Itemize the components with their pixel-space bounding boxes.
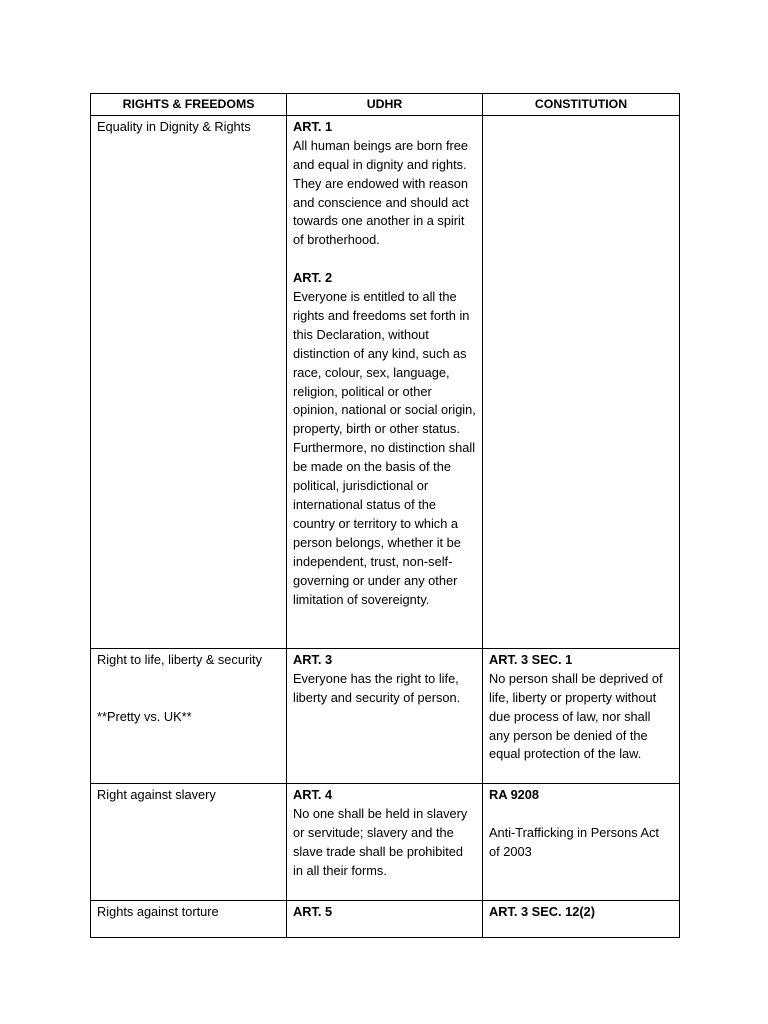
right-cell bbox=[91, 648, 287, 783]
udhr-article-title: ART. 2 bbox=[293, 270, 333, 286]
constitution-cell bbox=[483, 115, 680, 648]
constitution-article-text: No person shall be deprived of life, liberty or property without due process of law, nor shall any person be denied of the equal protection of the law. bbox=[489, 670, 663, 762]
udhr-cell bbox=[287, 900, 483, 937]
right-label: Right against slavery bbox=[97, 786, 216, 802]
udhr-cell bbox=[287, 648, 483, 783]
header-constitution: CONSTITUTION bbox=[483, 94, 680, 116]
right-cell bbox=[91, 900, 287, 937]
header-rights-freedoms: RIGHTS & FREEDOMS bbox=[91, 94, 287, 116]
table-row bbox=[91, 783, 680, 900]
constitution-cell bbox=[483, 783, 680, 900]
constitution-article-text: Anti-Trafficking in Persons Act of 2003 bbox=[489, 824, 659, 859]
right-cell bbox=[91, 783, 287, 900]
udhr-article-text: All human beings are born free and equal in dignity and rights. They are endowed with reason and conscience and should act towards one another in a spirit of brotherhood. bbox=[293, 137, 469, 248]
udhr-cell bbox=[287, 115, 483, 648]
table-row bbox=[91, 115, 680, 648]
case-note: **Pretty vs. UK** bbox=[97, 708, 192, 724]
right-label: Equality in Dignity & Rights bbox=[97, 118, 251, 134]
right-label: Rights against torture bbox=[97, 903, 219, 919]
rights-comparison-table bbox=[90, 93, 680, 938]
udhr-article-text: Everyone is entitled to all the rights and freedoms set forth in this Declaration, without distinction of any kind, such as race, colour, sex, language, religion, political or other opinion, national or social origin, property, birth or other status. Furthermore, no distinction shall be made on the basis of the political, jurisdictional or international status of the country or territory to which a person belongs, whether it be independent, trust, non-self-governing or under any other limitation of sovereignty. bbox=[293, 289, 476, 607]
right-label: Right to life, liberty & security bbox=[97, 651, 262, 667]
udhr-article-title: ART. 3 bbox=[293, 651, 333, 667]
udhr-article-text: No one shall be held in slavery or servitude; slavery and the slave trade shall be prohibited in all their forms. bbox=[293, 805, 468, 878]
udhr-cell bbox=[287, 783, 483, 900]
header-udhr: UDHR bbox=[287, 94, 483, 116]
right-cell bbox=[91, 115, 287, 648]
constitution-cell bbox=[483, 648, 680, 783]
table-row bbox=[91, 648, 680, 783]
table-header-row bbox=[91, 94, 680, 116]
table-row bbox=[91, 900, 680, 937]
constitution-article-title: ART. 3 SEC. 1 bbox=[489, 651, 573, 667]
constitution-cell bbox=[483, 900, 680, 937]
udhr-article-text: Everyone has the right to life, liberty and security of person. bbox=[293, 670, 461, 705]
constitution-article-title: RA 9208 bbox=[489, 786, 540, 802]
constitution-article-title: ART. 3 SEC. 12(2) bbox=[489, 903, 595, 919]
udhr-article-title: ART. 1 bbox=[293, 118, 333, 134]
udhr-article-title: ART. 4 bbox=[293, 786, 333, 802]
udhr-article-title: ART. 5 bbox=[293, 903, 333, 919]
